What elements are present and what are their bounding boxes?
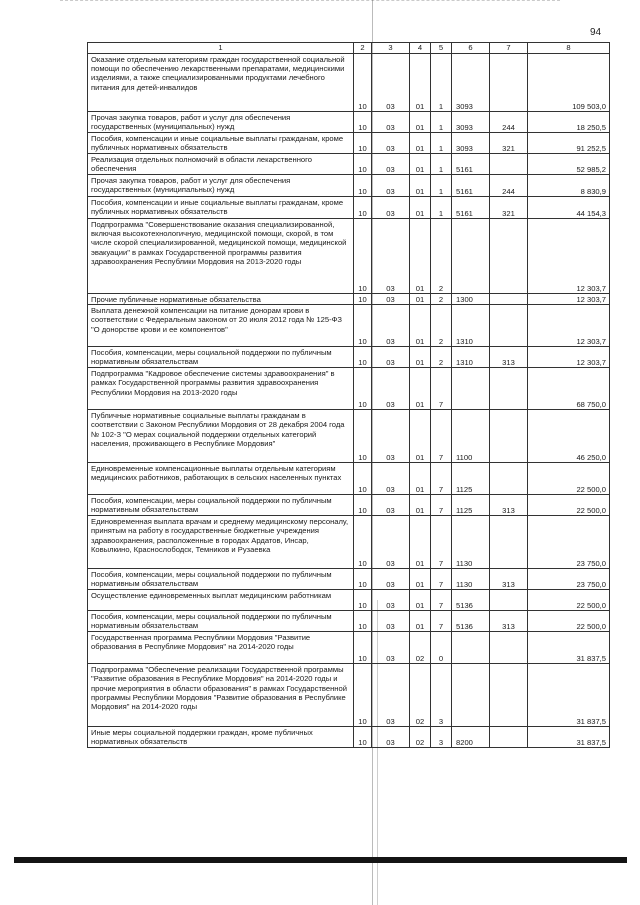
row-subprogram: 3 <box>431 664 452 727</box>
row-subprogram: 1 <box>431 197 452 219</box>
row-section: 10 <box>354 410 372 463</box>
table-row <box>88 347 610 368</box>
row-program: 01 <box>410 611 431 632</box>
row-target-article: 3093 <box>452 112 490 133</box>
row-expense-type: 313 <box>490 569 528 590</box>
row-subprogram: 7 <box>431 590 452 611</box>
row-target-article <box>452 632 490 664</box>
row-subsection: 03 <box>372 611 410 632</box>
row-subprogram: 1 <box>431 112 452 133</box>
row-name: Пособия, компенсации, меры социальной поддержки по публичным нормативным обязательствам <box>88 495 354 516</box>
row-section: 10 <box>354 175 372 197</box>
row-subsection: 03 <box>372 175 410 197</box>
row-name: Реализация отдельных полномочий в области лекарственного обеспечения <box>88 154 354 175</box>
row-program: 01 <box>410 495 431 516</box>
row-program: 01 <box>410 569 431 590</box>
table-row <box>88 154 610 175</box>
row-name: Публичные нормативные социальные выплаты гражданам в соответствии с Законом Республики Мордовия от 28 декабря 2004 года № 102-З "О мерах социальной поддержки отдельных категорий населения, проживающего в Республике Мордовия" <box>88 410 354 463</box>
row-section: 10 <box>354 54 372 112</box>
row-program: 02 <box>410 632 431 664</box>
row-amount: 12 303,7 <box>528 219 610 294</box>
row-program: 02 <box>410 664 431 727</box>
scan-artifact-top <box>60 0 560 4</box>
row-section: 10 <box>354 611 372 632</box>
row-section: 10 <box>354 197 372 219</box>
row-expense-type <box>490 664 528 727</box>
row-name: Прочие публичные нормативные обязательства <box>88 294 354 305</box>
column-header: 6 <box>452 43 490 54</box>
row-amount: 12 303,7 <box>528 347 610 368</box>
row-name: Выплата денежной компенсации на питание донорам крови в соответствии с Федеральным законом от 20 июля 2012 года № 125-ФЗ "О донорстве крови и ее компонентов" <box>88 305 354 347</box>
table-row <box>88 495 610 516</box>
row-section: 10 <box>354 495 372 516</box>
row-name: Пособия, компенсации и иные социальные выплаты гражданам, кроме публичных нормативных обязательств <box>88 133 354 154</box>
row-name: Подпрограмма "Совершенствование оказания специализированной, включая высокотехнологичную, медицинской помощи, скорой, в том числе скорой специализированной, медицинской помощи, медицинской эвакуации" в рамках Государственной программы развития здравоохранения Республики Мордовия на 2013-2020 годы <box>88 219 354 294</box>
row-target-article: 1125 <box>452 463 490 495</box>
row-section: 10 <box>354 219 372 294</box>
row-section: 10 <box>354 727 372 748</box>
row-section: 10 <box>354 347 372 368</box>
table-row <box>88 727 610 748</box>
row-subsection: 03 <box>372 632 410 664</box>
row-program: 02 <box>410 727 431 748</box>
table-row <box>88 175 610 197</box>
row-name: Единовременные компенсационные выплаты отдельным категориям медицинских работников, работающих в сельских населенных пунктах <box>88 463 354 495</box>
row-section: 10 <box>354 154 372 175</box>
row-subsection: 03 <box>372 590 410 611</box>
row-subprogram: 7 <box>431 368 452 410</box>
row-subprogram: 1 <box>431 175 452 197</box>
row-program: 01 <box>410 590 431 611</box>
row-target-article: 1310 <box>452 305 490 347</box>
row-subsection: 03 <box>372 368 410 410</box>
row-program: 01 <box>410 410 431 463</box>
table-row <box>88 611 610 632</box>
table-row <box>88 410 610 463</box>
row-target-article: 1130 <box>452 516 490 569</box>
row-subsection: 03 <box>372 569 410 590</box>
row-target-article: 5136 <box>452 611 490 632</box>
row-subprogram: 2 <box>431 305 452 347</box>
row-subsection: 03 <box>372 727 410 748</box>
row-subprogram: 1 <box>431 154 452 175</box>
row-amount: 22 500,0 <box>528 590 610 611</box>
row-subprogram: 1 <box>431 133 452 154</box>
row-amount: 44 154,3 <box>528 197 610 219</box>
row-program: 01 <box>410 219 431 294</box>
column-numbers-row <box>88 43 610 54</box>
row-subsection: 03 <box>372 219 410 294</box>
row-target-article <box>452 664 490 727</box>
row-target-article: 1125 <box>452 495 490 516</box>
row-subprogram: 7 <box>431 495 452 516</box>
row-program: 01 <box>410 154 431 175</box>
row-target-article: 1100 <box>452 410 490 463</box>
row-section: 10 <box>354 368 372 410</box>
row-amount: 109 503,0 <box>528 54 610 112</box>
row-subsection: 03 <box>372 463 410 495</box>
row-section: 10 <box>354 294 372 305</box>
row-subsection: 03 <box>372 410 410 463</box>
row-subsection: 03 <box>372 516 410 569</box>
row-subprogram: 7 <box>431 611 452 632</box>
row-name: Подпрограмма "Кадровое обеспечение системы здравоохранения" в рамках Государственной программы развития здравоохранения Республики Мордовия на 2013-2020 годы <box>88 368 354 410</box>
row-amount: 8 830,9 <box>528 175 610 197</box>
row-subprogram: 2 <box>431 294 452 305</box>
row-amount: 68 750,0 <box>528 368 610 410</box>
page-number: 94 <box>590 27 602 38</box>
row-name: Иные меры социальной поддержки граждан, кроме публичных нормативных обязательств <box>88 727 354 748</box>
row-expense-type <box>490 463 528 495</box>
column-header: 1 <box>88 43 354 54</box>
row-expense-type <box>490 516 528 569</box>
row-name: Пособия, компенсации и иные социальные выплаты гражданам, кроме публичных нормативных обязательств <box>88 197 354 219</box>
table-row <box>88 305 610 347</box>
row-amount: 52 985,2 <box>528 154 610 175</box>
row-program: 01 <box>410 197 431 219</box>
row-name: Пособия, компенсации, меры социальной поддержки по публичным нормативным обязательствам <box>88 611 354 632</box>
column-header: 7 <box>490 43 528 54</box>
row-amount: 46 250,0 <box>528 410 610 463</box>
row-expense-type: 313 <box>490 611 528 632</box>
row-name: Осуществление единовременных выплат медицинским работникам <box>88 590 354 611</box>
row-amount: 91 252,5 <box>528 133 610 154</box>
row-subprogram: 2 <box>431 347 452 368</box>
row-name: Пособия, компенсации, меры социальной поддержки по публичным нормативным обязательствам <box>88 347 354 368</box>
row-subsection: 03 <box>372 294 410 305</box>
row-program: 01 <box>410 133 431 154</box>
row-subprogram: 3 <box>431 727 452 748</box>
row-target-article: 8200 <box>452 727 490 748</box>
row-name: Пособия, компенсации, меры социальной поддержки по публичным нормативным обязательствам <box>88 569 354 590</box>
column-header: 5 <box>431 43 452 54</box>
row-expense-type <box>490 590 528 611</box>
column-header: 4 <box>410 43 431 54</box>
table-row <box>88 368 610 410</box>
row-subsection: 03 <box>372 112 410 133</box>
row-target-article <box>452 368 490 410</box>
table-row <box>88 294 610 305</box>
row-name: Подпрограмма "Обеспечение реализации Государственной программы "Развитие образования в Республике Мордовия" на 2014-2020 годы и прочие мероприятия в области образования" в рамках Государственной программы Республики Мордовия "Развитие образования в Республике Мордовия" на 2014-2020 годы <box>88 664 354 727</box>
row-target-article: 5161 <box>452 197 490 219</box>
row-target-article: 5136 <box>452 590 490 611</box>
row-name: Прочая закупка товаров, работ и услуг для обеспечения государственных (муниципальных) нужд <box>88 112 354 133</box>
row-target-article: 3093 <box>452 133 490 154</box>
row-expense-type <box>490 410 528 463</box>
row-expense-type <box>490 305 528 347</box>
row-name: Государственная программа Республики Мордовия "Развитие образования в Республике Мордовия" на 2014-2020 годы <box>88 632 354 664</box>
row-subsection: 03 <box>372 197 410 219</box>
column-header: 8 <box>528 43 610 54</box>
row-target-article <box>452 219 490 294</box>
budget-table <box>87 42 610 748</box>
row-expense-type: 321 <box>490 133 528 154</box>
row-name: Прочая закупка товаров, работ и услуг для обеспечения государственных (муниципальных) нужд <box>88 175 354 197</box>
row-subprogram: 2 <box>431 219 452 294</box>
row-name: Оказание отдельным категориям граждан государственной социальной помощи по обеспечению лекарственными препаратами, медицинскими изделиями, а также специализированными продуктами лечебного питания для детей-инвалидов <box>88 54 354 112</box>
row-subsection: 03 <box>372 495 410 516</box>
row-expense-type <box>490 632 528 664</box>
row-subsection: 03 <box>372 347 410 368</box>
row-expense-type <box>490 54 528 112</box>
row-section: 10 <box>354 664 372 727</box>
row-subsection: 03 <box>372 54 410 112</box>
row-target-article: 5161 <box>452 154 490 175</box>
table-row <box>88 133 610 154</box>
row-subprogram: 1 <box>431 54 452 112</box>
row-section: 10 <box>354 632 372 664</box>
row-amount: 12 303,7 <box>528 305 610 347</box>
row-subprogram: 7 <box>431 410 452 463</box>
row-target-article: 1310 <box>452 347 490 368</box>
row-section: 10 <box>354 463 372 495</box>
row-program: 01 <box>410 516 431 569</box>
row-subprogram: 7 <box>431 516 452 569</box>
row-program: 01 <box>410 347 431 368</box>
row-amount: 23 750,0 <box>528 516 610 569</box>
table-row <box>88 664 610 727</box>
row-expense-type <box>490 294 528 305</box>
row-amount: 23 750,0 <box>528 569 610 590</box>
table-row <box>88 632 610 664</box>
row-amount: 31 837,5 <box>528 727 610 748</box>
row-target-article: 5161 <box>452 175 490 197</box>
row-expense-type: 244 <box>490 112 528 133</box>
row-section: 10 <box>354 590 372 611</box>
table-row <box>88 197 610 219</box>
row-target-article: 1300 <box>452 294 490 305</box>
row-program: 01 <box>410 368 431 410</box>
column-header: 2 <box>354 43 372 54</box>
row-expense-type: 244 <box>490 175 528 197</box>
table-row <box>88 112 610 133</box>
row-expense-type <box>490 154 528 175</box>
row-subprogram: 7 <box>431 569 452 590</box>
row-subprogram: 7 <box>431 463 452 495</box>
row-amount: 12 303,7 <box>528 294 610 305</box>
row-subsection: 03 <box>372 133 410 154</box>
row-section: 10 <box>354 569 372 590</box>
row-section: 10 <box>354 516 372 569</box>
table-row <box>88 590 610 611</box>
table-row <box>88 516 610 569</box>
row-expense-type <box>490 219 528 294</box>
row-subsection: 03 <box>372 664 410 727</box>
row-subsection: 03 <box>372 305 410 347</box>
row-program: 01 <box>410 294 431 305</box>
row-amount: 22 500,0 <box>528 495 610 516</box>
row-amount: 22 500,0 <box>528 463 610 495</box>
row-program: 01 <box>410 463 431 495</box>
table-row <box>88 54 610 112</box>
table-row <box>88 569 610 590</box>
row-name: Единовременная выплата врачам и среднему медицинскому персоналу, принятым на работу в государственные бюджетные учреждения здравоохранения, расположенные в городах Ардатов, Инсар, Ковылкино, Краснослободск, Темников и Рузаевка <box>88 516 354 569</box>
row-subsection: 03 <box>372 154 410 175</box>
column-header: 3 <box>372 43 410 54</box>
row-program: 01 <box>410 54 431 112</box>
row-program: 01 <box>410 175 431 197</box>
table-row <box>88 219 610 294</box>
page-bottom-bar <box>14 857 627 863</box>
row-program: 01 <box>410 305 431 347</box>
row-amount: 31 837,5 <box>528 632 610 664</box>
row-expense-type <box>490 727 528 748</box>
table-body <box>88 54 610 748</box>
row-amount: 18 250,5 <box>528 112 610 133</box>
row-section: 10 <box>354 305 372 347</box>
row-section: 10 <box>354 133 372 154</box>
row-program: 01 <box>410 112 431 133</box>
row-expense-type: 321 <box>490 197 528 219</box>
row-expense-type <box>490 368 528 410</box>
row-section: 10 <box>354 112 372 133</box>
row-target-article: 3093 <box>452 54 490 112</box>
row-expense-type: 313 <box>490 347 528 368</box>
row-amount: 31 837,5 <box>528 664 610 727</box>
row-subprogram: 0 <box>431 632 452 664</box>
row-expense-type: 313 <box>490 495 528 516</box>
row-amount: 22 500,0 <box>528 611 610 632</box>
table-row <box>88 463 610 495</box>
row-target-article: 1130 <box>452 569 490 590</box>
